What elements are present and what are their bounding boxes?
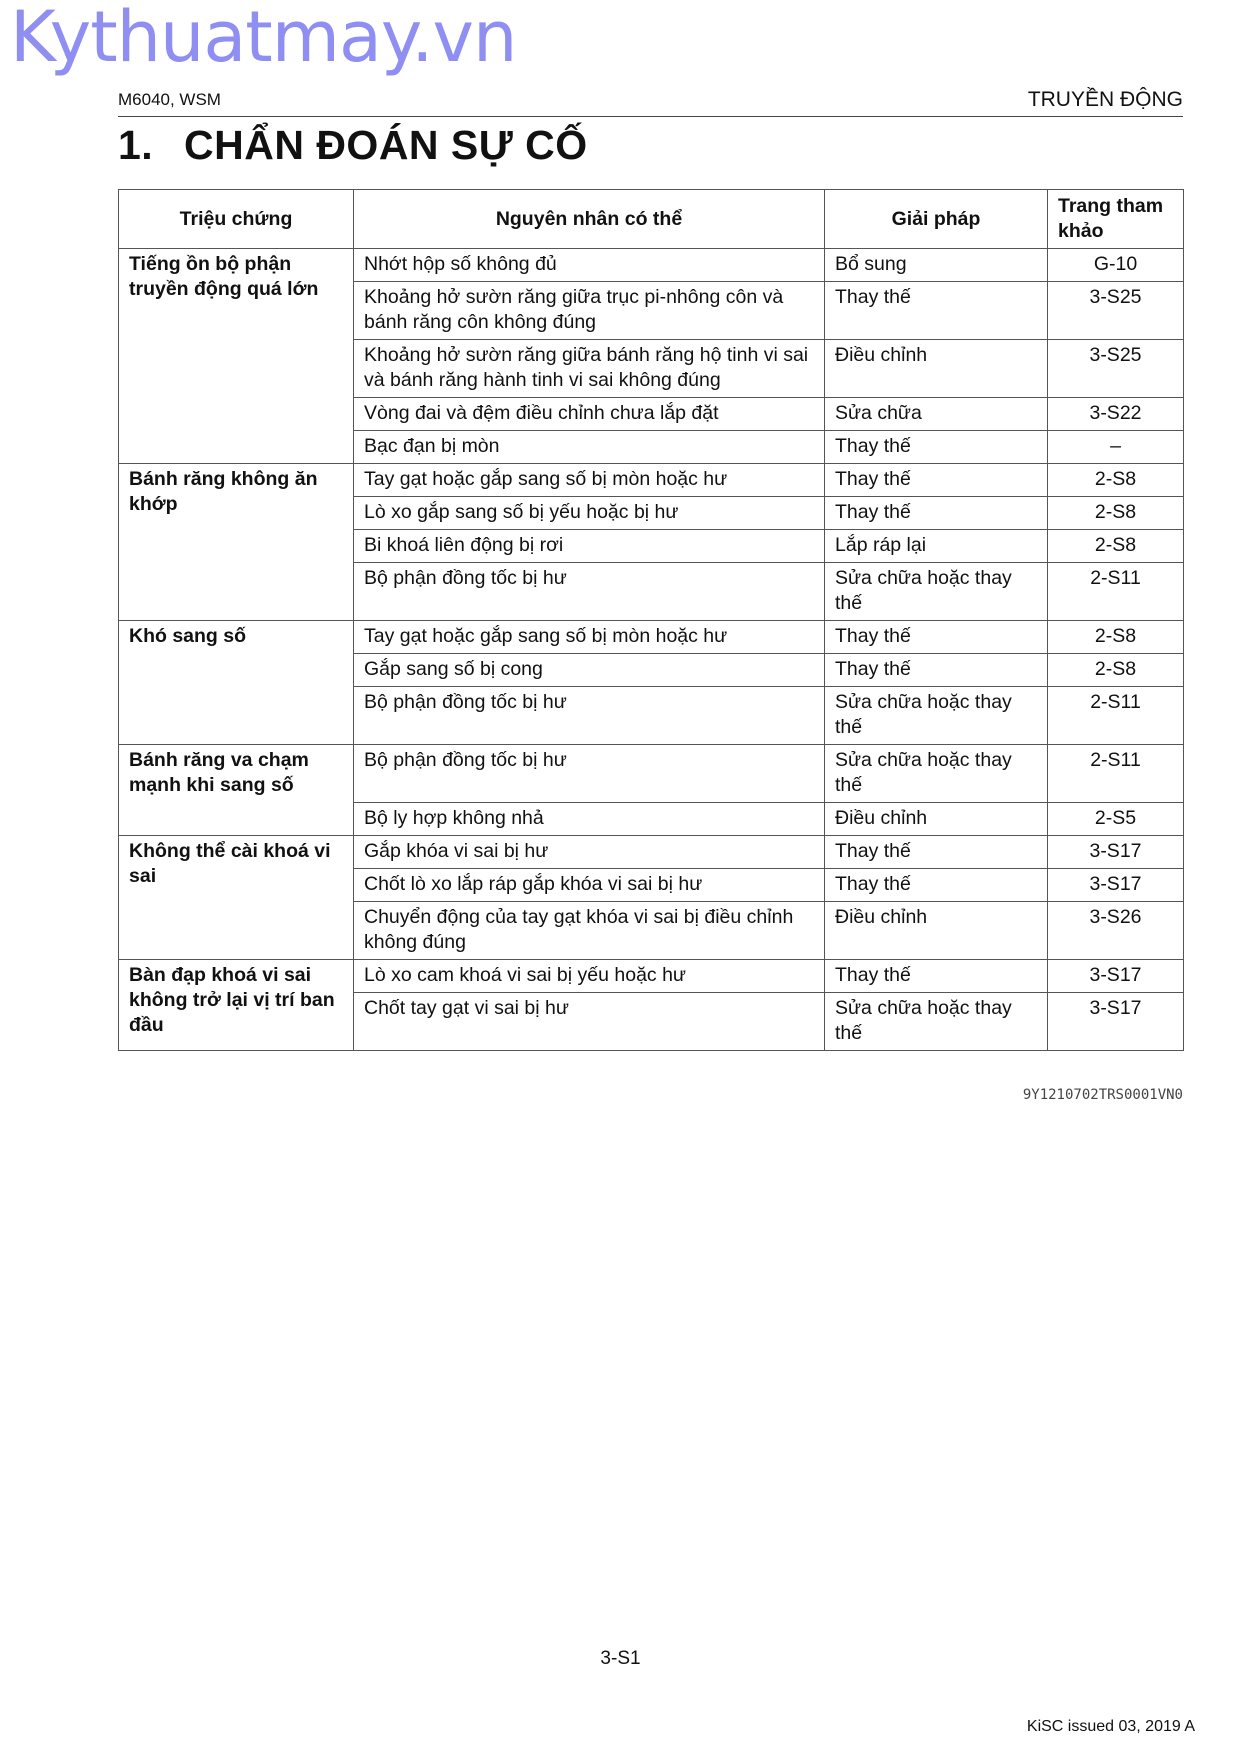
- cause-cell: Bạc đạn bị mòn: [354, 431, 825, 464]
- cause-cell: Lò xo gắp sang số bị yếu hoặc bị hư: [354, 497, 825, 530]
- cause-cell: Tay gạt hoặc gắp sang số bị mòn hoặc hư: [354, 464, 825, 497]
- table-row: [119, 745, 1184, 803]
- symptom-cell: Bàn đạp khoá vi sai không trở lại vị trí ban đầu: [119, 960, 354, 1051]
- reference-cell: 3-S25: [1048, 340, 1184, 398]
- cause-cell: Tay gạt hoặc gắp sang số bị mòn hoặc hư: [354, 621, 825, 654]
- cause-cell: Khoảng hở sườn răng giữa bánh răng hộ tinh vi sai và bánh răng hành tinh vi sai không đúng: [354, 340, 825, 398]
- cause-cell: Khoảng hở sườn răng giữa trục pi-nhông côn và bánh răng côn không đúng: [354, 282, 825, 340]
- solution-cell: Sửa chữa hoặc thay thế: [825, 745, 1048, 803]
- document-code: 9Y1210702TRS0001VN0: [1022, 1087, 1183, 1103]
- solution-cell: Điều chỉnh: [825, 902, 1048, 960]
- cause-cell: Chốt lò xo lắp ráp gắp khóa vi sai bị hư: [354, 869, 825, 902]
- reference-cell: 3-S17: [1048, 869, 1184, 902]
- reference-cell: 3-S22: [1048, 398, 1184, 431]
- solution-cell: Thay thế: [825, 621, 1048, 654]
- solution-cell: Điều chỉnh: [825, 803, 1048, 836]
- header-section-title: TRUYỀN ĐỘNG: [1027, 88, 1183, 111]
- reference-cell: 3-S17: [1048, 836, 1184, 869]
- cause-cell: Bộ phận đồng tốc bị hư: [354, 745, 825, 803]
- page-title: [118, 122, 588, 169]
- reference-cell: 2-S8: [1048, 621, 1184, 654]
- page-number: 3-S1: [600, 1648, 641, 1669]
- solution-cell: Thay thế: [825, 464, 1048, 497]
- header-manual-code: M6040, WSM: [118, 90, 221, 109]
- diagnosis-table: [118, 189, 1184, 1051]
- solution-cell: Thay thế: [825, 869, 1048, 902]
- header-symptom: Triệu chứng: [119, 190, 354, 249]
- title-number: 1.: [118, 122, 154, 168]
- reference-cell: 3-S26: [1048, 902, 1184, 960]
- reference-cell: 3-S17: [1048, 993, 1184, 1051]
- solution-cell: Thay thế: [825, 431, 1048, 464]
- reference-cell: 2-S8: [1048, 464, 1184, 497]
- table-row: [119, 464, 1184, 497]
- solution-cell: Lắp ráp lại: [825, 530, 1048, 563]
- cause-cell: Chuyển động của tay gạt khóa vi sai bị điều chỉnh không đúng: [354, 902, 825, 960]
- reference-cell: 3-S17: [1048, 960, 1184, 993]
- reference-cell: 2-S8: [1048, 497, 1184, 530]
- table-row: [119, 249, 1184, 282]
- cause-cell: Bộ phận đồng tốc bị hư: [354, 687, 825, 745]
- table-header-row: [119, 190, 1184, 249]
- reference-cell: 2-S11: [1048, 563, 1184, 621]
- footer-issue: KiSC issued 03, 2019 A: [1026, 1718, 1195, 1735]
- cause-cell: Gắp khóa vi sai bị hư: [354, 836, 825, 869]
- table-row: [119, 960, 1184, 993]
- header-divider: [118, 116, 1183, 117]
- solution-cell: Bổ sung: [825, 249, 1048, 282]
- solution-cell: Sửa chữa hoặc thay thế: [825, 687, 1048, 745]
- solution-cell: Sửa chữa hoặc thay thế: [825, 993, 1048, 1051]
- cause-cell: Bộ phận đồng tốc bị hư: [354, 563, 825, 621]
- reference-cell: G-10: [1048, 249, 1184, 282]
- solution-cell: Thay thế: [825, 282, 1048, 340]
- header-reference: Trang tham khảo: [1048, 190, 1184, 249]
- cause-cell: Chốt tay gạt vi sai bị hư: [354, 993, 825, 1051]
- symptom-cell: Không thể cài khoá vi sai: [119, 836, 354, 960]
- cause-cell: Gắp sang số bị cong: [354, 654, 825, 687]
- symptom-cell: Bánh răng va chạm mạnh khi sang số: [119, 745, 354, 836]
- reference-cell: 2-S8: [1048, 654, 1184, 687]
- solution-cell: Thay thế: [825, 497, 1048, 530]
- cause-cell: Lò xo cam khoá vi sai bị yếu hoặc hư: [354, 960, 825, 993]
- solution-cell: Sửa chữa hoặc thay thế: [825, 563, 1048, 621]
- watermark-logo: Kythuatmay.vn: [10, 0, 517, 78]
- solution-cell: Sửa chữa: [825, 398, 1048, 431]
- solution-cell: Thay thế: [825, 960, 1048, 993]
- symptom-cell: Tiếng ồn bộ phận truyền động quá lớn: [119, 249, 354, 464]
- solution-cell: Thay thế: [825, 654, 1048, 687]
- reference-cell: 2-S8: [1048, 530, 1184, 563]
- cause-cell: Bộ ly hợp không nhả: [354, 803, 825, 836]
- table-row: [119, 836, 1184, 869]
- cause-cell: Vòng đai và đệm điều chỉnh chưa lắp đặt: [354, 398, 825, 431]
- cause-cell: Nhớt hộp số không đủ: [354, 249, 825, 282]
- header-cause: Nguyên nhân có thể: [354, 190, 825, 249]
- reference-cell: 2-S11: [1048, 687, 1184, 745]
- reference-cell: 2-S11: [1048, 745, 1184, 803]
- reference-cell: 2-S5: [1048, 803, 1184, 836]
- solution-cell: Điều chỉnh: [825, 340, 1048, 398]
- reference-cell: –: [1048, 431, 1184, 464]
- table-body: [119, 249, 1184, 1051]
- solution-cell: Thay thế: [825, 836, 1048, 869]
- title-text: CHẨN ĐOÁN SỰ CỐ: [184, 122, 588, 168]
- symptom-cell: Khó sang số: [119, 621, 354, 745]
- table-row: [119, 621, 1184, 654]
- cause-cell: Bi khoá liên động bị rơi: [354, 530, 825, 563]
- header-solution: Giải pháp: [825, 190, 1048, 249]
- symptom-cell: Bánh răng không ăn khớp: [119, 464, 354, 621]
- reference-cell: 3-S25: [1048, 282, 1184, 340]
